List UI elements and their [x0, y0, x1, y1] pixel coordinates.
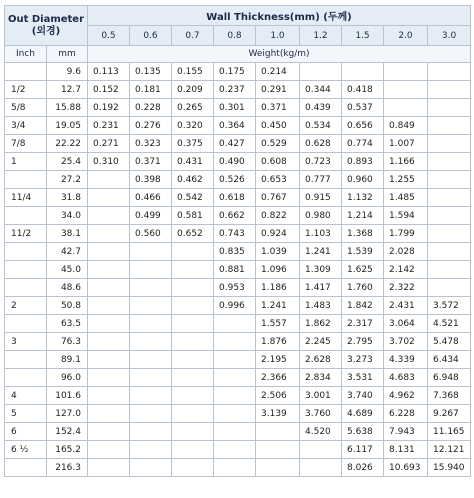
weight-cell: 6.228: [384, 405, 428, 423]
weight-cell: 0.743: [214, 225, 256, 243]
table-row: [5, 369, 471, 387]
weight-cell: 0.980: [300, 207, 342, 225]
table-row: [5, 387, 471, 405]
weight-cell: 2.142: [384, 261, 428, 279]
weight-cell: [130, 297, 172, 315]
weight-cell: 11.165: [428, 423, 471, 441]
weight-cell: 0.662: [214, 207, 256, 225]
weight-cell: 1.255: [384, 171, 428, 189]
inch-header: Inch: [5, 46, 47, 63]
weight-cell: [130, 459, 172, 477]
inch-cell: [5, 369, 47, 387]
header-row-title: [5, 6, 471, 26]
out-diameter-sublabel: (외경): [31, 25, 61, 37]
weight-cell: 1.241: [256, 297, 300, 315]
weight-cell: 0.915: [300, 189, 342, 207]
thickness-header: 0.5: [88, 26, 130, 46]
weight-cell: [88, 225, 130, 243]
table-row: [5, 261, 471, 279]
weight-cell: 0.310: [88, 153, 130, 171]
weight-cell: 0.237: [214, 81, 256, 99]
mm-cell: 22.22: [47, 135, 88, 153]
weight-cell: 1.625: [342, 261, 384, 279]
weight-cell: 4.689: [342, 405, 384, 423]
weight-cell: 0.534: [300, 117, 342, 135]
weight-cell: 10.693: [384, 459, 428, 477]
weight-cell: [88, 351, 130, 369]
weight-cell: 0.608: [256, 153, 300, 171]
weight-cell: [428, 81, 471, 99]
weight-cell: [130, 387, 172, 405]
weight-cell: [130, 423, 172, 441]
weight-cell: [256, 423, 300, 441]
weight-cell: 5.638: [342, 423, 384, 441]
weight-cell: [172, 261, 214, 279]
weight-cell: 0.155: [172, 63, 214, 81]
weight-cell: [214, 315, 256, 333]
weight-cell: [88, 369, 130, 387]
table-row: [5, 207, 471, 225]
weight-cell: [88, 387, 130, 405]
weight-cell: 6.948: [428, 369, 471, 387]
table-row: [5, 441, 471, 459]
inch-cell: 7/8: [5, 135, 47, 153]
inch-cell: 1/2: [5, 81, 47, 99]
inch-cell: 3/4: [5, 117, 47, 135]
weight-cell: 1.103: [300, 225, 342, 243]
weight-cell: 3.572: [428, 297, 471, 315]
mm-header: mm: [47, 46, 88, 63]
weight-cell: 3.760: [300, 405, 342, 423]
weight-cell: [214, 405, 256, 423]
table-row: [5, 315, 471, 333]
weight-cell: 1.862: [300, 315, 342, 333]
weight-cell: [384, 99, 428, 117]
weight-cell: 1.557: [256, 315, 300, 333]
weight-cell: [256, 441, 300, 459]
weight-cell: 0.953: [214, 279, 256, 297]
thickness-header: 3.0: [428, 26, 471, 46]
weight-cell: 1.876: [256, 333, 300, 351]
wall-thickness-header: Wall Thickness(mm) (두께): [88, 6, 471, 26]
weight-cell: 0.526: [214, 171, 256, 189]
weight-cell: [342, 63, 384, 81]
weight-cell: 0.152: [88, 81, 130, 99]
weight-cell: [428, 99, 471, 117]
weight-cell: 2.795: [342, 333, 384, 351]
weight-cell: 0.228: [130, 99, 172, 117]
weight-cell: [172, 333, 214, 351]
inch-cell: [5, 315, 47, 333]
mm-cell: 19.05: [47, 117, 88, 135]
weight-cell: 0.822: [256, 207, 300, 225]
weight-cell: 0.175: [214, 63, 256, 81]
thickness-header: 1.0: [256, 26, 300, 46]
weight-cell: [88, 261, 130, 279]
weight-cell: [130, 261, 172, 279]
weight-cell: 0.835: [214, 243, 256, 261]
weight-cell: 0.466: [130, 189, 172, 207]
weight-cell: 0.893: [342, 153, 384, 171]
weight-header: Weight(kg/m): [88, 46, 471, 63]
weight-cell: 4.520: [300, 423, 342, 441]
weight-cell: 2.506: [256, 387, 300, 405]
weight-cell: 0.450: [256, 117, 300, 135]
weight-cell: 0.653: [256, 171, 300, 189]
mm-cell: 50.8: [47, 297, 88, 315]
weight-cell: 0.344: [300, 81, 342, 99]
weight-cell: [88, 243, 130, 261]
weight-cell: [300, 63, 342, 81]
table-row: [5, 351, 471, 369]
inch-cell: 6: [5, 423, 47, 441]
weight-cell: 0.849: [384, 117, 428, 135]
table-row: [5, 81, 471, 99]
weight-cell: [428, 279, 471, 297]
pipe-weight-table-container: [4, 5, 470, 477]
weight-cell: 0.996: [214, 297, 256, 315]
weight-cell: 0.209: [172, 81, 214, 99]
weight-cell: 4.962: [384, 387, 428, 405]
table-row: [5, 171, 471, 189]
weight-cell: [130, 243, 172, 261]
weight-cell: [214, 441, 256, 459]
table-row: [5, 333, 471, 351]
weight-cell: [172, 423, 214, 441]
weight-cell: 0.271: [88, 135, 130, 153]
inch-cell: 4: [5, 387, 47, 405]
mm-cell: 31.8: [47, 189, 88, 207]
table-row: [5, 99, 471, 117]
table-row: [5, 459, 471, 477]
inch-cell: 3: [5, 333, 47, 351]
weight-cell: 0.960: [342, 171, 384, 189]
table-row: [5, 63, 471, 81]
weight-cell: 7.368: [428, 387, 471, 405]
weight-cell: 0.618: [214, 189, 256, 207]
weight-cell: 2.317: [342, 315, 384, 333]
mm-cell: 38.1: [47, 225, 88, 243]
weight-cell: [428, 117, 471, 135]
table-row: [5, 135, 471, 153]
weight-cell: [214, 387, 256, 405]
weight-cell: 0.265: [172, 99, 214, 117]
table-row: [5, 243, 471, 261]
inch-cell: [5, 243, 47, 261]
table-row: [5, 423, 471, 441]
mm-cell: 76.3: [47, 333, 88, 351]
weight-cell: 0.214: [256, 63, 300, 81]
mm-cell: 34.0: [47, 207, 88, 225]
weight-cell: 0.192: [88, 99, 130, 117]
weight-cell: 0.418: [342, 81, 384, 99]
mm-cell: 127.0: [47, 405, 88, 423]
weight-cell: 1.039: [256, 243, 300, 261]
inch-cell: 1: [5, 153, 47, 171]
weight-cell: [130, 441, 172, 459]
inch-cell: [5, 459, 47, 477]
weight-cell: 1.799: [384, 225, 428, 243]
weight-cell: 5.478: [428, 333, 471, 351]
weight-cell: 2.834: [300, 369, 342, 387]
thickness-header: 0.8: [214, 26, 256, 46]
weight-cell: 0.490: [214, 153, 256, 171]
inch-cell: 2: [5, 297, 47, 315]
weight-cell: 0.371: [256, 99, 300, 117]
weight-cell: 8.026: [342, 459, 384, 477]
weight-cell: 1.483: [300, 297, 342, 315]
inch-cell: [5, 207, 47, 225]
weight-cell: 6.434: [428, 351, 471, 369]
mm-cell: 45.0: [47, 261, 88, 279]
table-row: [5, 117, 471, 135]
table-row: [5, 153, 471, 171]
weight-cell: [88, 315, 130, 333]
weight-cell: [88, 189, 130, 207]
weight-cell: [130, 351, 172, 369]
weight-cell: [172, 279, 214, 297]
table-body: [5, 63, 471, 477]
mm-cell: 15.88: [47, 99, 88, 117]
inch-cell: [5, 63, 47, 81]
weight-cell: 1.214: [342, 207, 384, 225]
table-row: [5, 189, 471, 207]
weight-cell: [130, 315, 172, 333]
mm-cell: 152.4: [47, 423, 88, 441]
weight-cell: [172, 369, 214, 387]
weight-cell: 8.131: [384, 441, 428, 459]
weight-cell: 0.881: [214, 261, 256, 279]
mm-cell: 63.5: [47, 315, 88, 333]
weight-cell: 2.431: [384, 297, 428, 315]
weight-cell: 0.427: [214, 135, 256, 153]
table-row: [5, 297, 471, 315]
weight-cell: 0.723: [300, 153, 342, 171]
weight-cell: 3.702: [384, 333, 428, 351]
weight-cell: 0.320: [172, 117, 214, 135]
weight-cell: 15.940: [428, 459, 471, 477]
weight-cell: 0.431: [172, 153, 214, 171]
weight-cell: [88, 207, 130, 225]
weight-cell: 6.117: [342, 441, 384, 459]
weight-cell: 2.322: [384, 279, 428, 297]
weight-cell: 0.774: [342, 135, 384, 153]
weight-cell: 0.581: [172, 207, 214, 225]
weight-cell: 3.273: [342, 351, 384, 369]
table-row: [5, 279, 471, 297]
weight-cell: 0.291: [256, 81, 300, 99]
weight-cell: [172, 405, 214, 423]
inch-cell: 5/8: [5, 99, 47, 117]
weight-cell: 1.539: [342, 243, 384, 261]
weight-cell: 4.683: [384, 369, 428, 387]
weight-cell: [214, 423, 256, 441]
weight-cell: [214, 351, 256, 369]
header-row-units: [5, 46, 471, 63]
weight-cell: 0.767: [256, 189, 300, 207]
weight-cell: [384, 81, 428, 99]
thickness-header: 0.7: [172, 26, 214, 46]
weight-cell: 0.371: [130, 153, 172, 171]
weight-cell: [428, 63, 471, 81]
weight-cell: [384, 63, 428, 81]
weight-cell: [214, 333, 256, 351]
weight-cell: [214, 459, 256, 477]
inch-cell: [5, 171, 47, 189]
weight-cell: [88, 423, 130, 441]
weight-cell: 3.531: [342, 369, 384, 387]
weight-cell: [428, 189, 471, 207]
weight-cell: [88, 333, 130, 351]
weight-cell: 0.777: [300, 171, 342, 189]
weight-cell: [172, 441, 214, 459]
pipe-weight-table: [4, 5, 471, 477]
mm-cell: 89.1: [47, 351, 88, 369]
mm-cell: 42.7: [47, 243, 88, 261]
weight-cell: 0.398: [130, 171, 172, 189]
mm-cell: 27.2: [47, 171, 88, 189]
weight-cell: [88, 459, 130, 477]
weight-cell: 2.628: [300, 351, 342, 369]
weight-cell: [172, 243, 214, 261]
weight-cell: 2.028: [384, 243, 428, 261]
weight-cell: [428, 153, 471, 171]
weight-cell: 0.364: [214, 117, 256, 135]
weight-cell: 1.760: [342, 279, 384, 297]
inch-cell: 6 ½: [5, 441, 47, 459]
mm-cell: 101.6: [47, 387, 88, 405]
weight-cell: 2.245: [300, 333, 342, 351]
weight-cell: 0.439: [300, 99, 342, 117]
weight-cell: 0.656: [342, 117, 384, 135]
weight-cell: 1.368: [342, 225, 384, 243]
weight-cell: 3.001: [300, 387, 342, 405]
weight-cell: 1.309: [300, 261, 342, 279]
weight-cell: 2.366: [256, 369, 300, 387]
weight-cell: [88, 441, 130, 459]
weight-cell: [172, 387, 214, 405]
weight-cell: 0.542: [172, 189, 214, 207]
weight-cell: 1.417: [300, 279, 342, 297]
weight-cell: 1.166: [384, 153, 428, 171]
mm-cell: 216.3: [47, 459, 88, 477]
weight-cell: 0.628: [300, 135, 342, 153]
out-diameter-header: [5, 6, 88, 46]
weight-cell: [130, 279, 172, 297]
weight-cell: [214, 369, 256, 387]
thickness-header: 0.6: [130, 26, 172, 46]
weight-cell: 0.276: [130, 117, 172, 135]
weight-cell: 0.301: [214, 99, 256, 117]
out-diameter-label: Out Diameter: [7, 13, 85, 25]
weight-cell: 3.064: [384, 315, 428, 333]
weight-cell: 0.231: [88, 117, 130, 135]
mm-cell: 9.6: [47, 63, 88, 81]
weight-cell: 3.740: [342, 387, 384, 405]
weight-cell: 12.121: [428, 441, 471, 459]
weight-cell: 0.652: [172, 225, 214, 243]
weight-cell: [428, 243, 471, 261]
weight-cell: [172, 315, 214, 333]
inch-cell: 11/2: [5, 225, 47, 243]
weight-cell: 0.135: [130, 63, 172, 81]
weight-cell: 0.462: [172, 171, 214, 189]
inch-cell: [5, 351, 47, 369]
weight-cell: 0.560: [130, 225, 172, 243]
weight-cell: [172, 459, 214, 477]
weight-cell: 0.375: [172, 135, 214, 153]
weight-cell: [88, 297, 130, 315]
weight-cell: 1.241: [300, 243, 342, 261]
weight-cell: [130, 405, 172, 423]
inch-cell: [5, 279, 47, 297]
weight-cell: 1.007: [384, 135, 428, 153]
weight-cell: 3.139: [256, 405, 300, 423]
weight-cell: [256, 459, 300, 477]
inch-cell: [5, 261, 47, 279]
weight-cell: 4.339: [384, 351, 428, 369]
weight-cell: 0.113: [88, 63, 130, 81]
weight-cell: [428, 207, 471, 225]
weight-cell: 0.499: [130, 207, 172, 225]
mm-cell: 25.4: [47, 153, 88, 171]
inch-cell: 11/4: [5, 189, 47, 207]
mm-cell: 165.2: [47, 441, 88, 459]
weight-cell: [130, 369, 172, 387]
thickness-header: 1.5: [342, 26, 384, 46]
weight-cell: 4.521: [428, 315, 471, 333]
mm-cell: 96.0: [47, 369, 88, 387]
weight-cell: [428, 225, 471, 243]
weight-cell: [300, 441, 342, 459]
weight-cell: 0.323: [130, 135, 172, 153]
weight-cell: [172, 351, 214, 369]
weight-cell: 0.529: [256, 135, 300, 153]
weight-cell: 2.195: [256, 351, 300, 369]
weight-cell: [172, 297, 214, 315]
weight-cell: [300, 459, 342, 477]
thickness-header: 2.0: [384, 26, 428, 46]
table-row: [5, 225, 471, 243]
weight-cell: [428, 135, 471, 153]
mm-cell: 12.7: [47, 81, 88, 99]
weight-cell: [130, 333, 172, 351]
thickness-header: 1.2: [300, 26, 342, 46]
weight-cell: 1.842: [342, 297, 384, 315]
weight-cell: 1.096: [256, 261, 300, 279]
weight-cell: 9.267: [428, 405, 471, 423]
weight-cell: [88, 171, 130, 189]
weight-cell: 1.186: [256, 279, 300, 297]
weight-cell: [88, 405, 130, 423]
weight-cell: 0.924: [256, 225, 300, 243]
weight-cell: [428, 261, 471, 279]
weight-cell: 1.594: [384, 207, 428, 225]
inch-cell: 5: [5, 405, 47, 423]
weight-cell: [88, 279, 130, 297]
weight-cell: 7.943: [384, 423, 428, 441]
weight-cell: [428, 171, 471, 189]
weight-cell: 0.181: [130, 81, 172, 99]
weight-cell: 0.537: [342, 99, 384, 117]
weight-cell: 1.132: [342, 189, 384, 207]
table-row: [5, 405, 471, 423]
mm-cell: 48.6: [47, 279, 88, 297]
weight-cell: 1.485: [384, 189, 428, 207]
